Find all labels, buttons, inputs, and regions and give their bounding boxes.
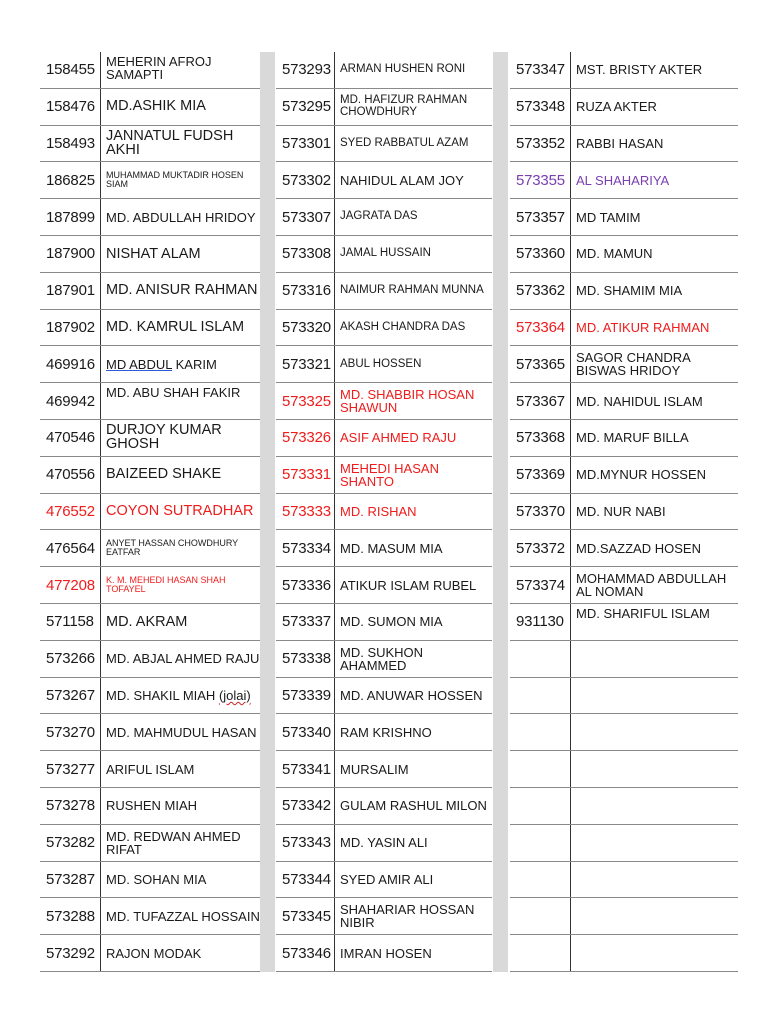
student-name-cell: NAHIDUL ALAM JOY <box>334 162 492 198</box>
student-name-cell: JAMAL HUSSAIN <box>334 236 492 272</box>
spellcheck-underline: MD ABDUL <box>106 356 172 372</box>
student-name-cell: JAGRATA DAS <box>334 199 492 235</box>
student-id-cell <box>510 862 570 898</box>
table-row <box>276 641 492 678</box>
student-name-cell: MD. ABDULLAH HRIDOY <box>100 199 260 235</box>
student-name-cell: AKASH CHANDRA DAS <box>334 310 492 346</box>
student-name-cell: IMRAN HOSEN <box>334 935 492 971</box>
student-name-cell: NAIMUR RAHMAN MUNNA <box>334 273 492 309</box>
student-id-cell: 573307 <box>282 208 331 226</box>
table-row <box>40 420 260 457</box>
student-name-text: MD. SHAKIL MIAH (jolai) <box>106 687 251 703</box>
table-row <box>40 346 260 383</box>
student-id-cell: 573367 <box>516 392 565 410</box>
table-row <box>276 457 492 494</box>
student-id-cell: 187899 <box>46 208 95 226</box>
student-id-cell: 573343 <box>282 834 331 852</box>
student-name-cell: SAGOR CHANDRA BISWAS HRIDOY <box>570 346 738 382</box>
student-id-cell: 573374 <box>516 576 565 594</box>
student-name-cell: AL SHAHARIYA <box>570 162 738 198</box>
student-id-cell: 573295 <box>282 98 331 116</box>
student-id-cell: 573355 <box>516 171 565 189</box>
student-name-cell <box>570 751 738 787</box>
table-row <box>510 641 738 678</box>
table-row <box>276 714 492 751</box>
student-name-cell: MD. RISHAN <box>334 494 492 530</box>
student-name-cell: DURJOY KUMAR GHOSH <box>100 420 260 456</box>
table-row <box>276 678 492 715</box>
student-id-cell: 573325 <box>282 392 331 410</box>
table-row <box>510 52 738 89</box>
student-id-cell: 573282 <box>46 834 95 852</box>
table-row <box>40 678 260 715</box>
column-gutter-2 <box>493 52 508 972</box>
table-row <box>276 530 492 567</box>
student-id-cell: 573362 <box>516 282 565 300</box>
student-name-cell <box>570 935 738 971</box>
table-row <box>510 604 738 641</box>
table-row <box>510 126 738 163</box>
student-name-cell <box>570 678 738 714</box>
student-name-cell: MD. ANUWAR HOSSEN <box>334 678 492 714</box>
table-row <box>40 126 260 163</box>
student-name-cell: GULAM RASHUL MILON <box>334 788 492 824</box>
table-row <box>510 788 738 825</box>
table-row <box>276 788 492 825</box>
student-name-cell: MD. MAHMUDUL HASAN <box>100 714 260 750</box>
student-id-cell: 573370 <box>516 502 565 520</box>
student-name-cell: SHAHARIAR HOSSAN NIBIR <box>334 898 492 934</box>
student-name-cell: RUZA AKTER <box>570 89 738 125</box>
student-id-cell: 573336 <box>282 576 331 594</box>
student-id-cell <box>510 714 570 750</box>
student-name-cell: MEHERIN AFROJ SAMAPTI <box>100 52 260 88</box>
roster-column-3 <box>510 52 738 972</box>
student-id-cell <box>510 788 570 824</box>
student-name-cell: MD. KAMRUL ISLAM <box>100 310 260 346</box>
roster-column-2 <box>276 52 492 972</box>
student-id-cell: 573365 <box>516 355 565 373</box>
student-id-cell: 573339 <box>282 686 331 704</box>
student-id-cell: 573347 <box>516 61 565 79</box>
student-name-cell: JANNATUL FUDSH AKHI <box>100 126 260 162</box>
student-id-cell: 469916 <box>46 355 95 373</box>
student-name-cell: MD. ANISUR RAHMAN <box>100 273 260 309</box>
student-name-cell: MD. SOHAN MIA <box>100 862 260 898</box>
student-name-cell: MD. SHAMIM MIA <box>570 273 738 309</box>
student-name-cell <box>570 641 738 677</box>
table-row <box>40 751 260 788</box>
student-id-cell: 573360 <box>516 245 565 263</box>
student-id-cell: 573352 <box>516 134 565 152</box>
table-row <box>276 89 492 126</box>
table-row <box>510 862 738 899</box>
student-name-cell: MUHAMMAD MUKTADIR HOSEN SIAM <box>100 162 260 198</box>
student-name-cell: MD. ABJAL AHMED RAJU <box>100 641 260 677</box>
student-name-cell: MD. NAHIDUL ISLAM <box>570 383 738 419</box>
table-row <box>510 714 738 751</box>
student-name-cell: MD.MYNUR HOSSEN <box>570 457 738 493</box>
student-id-cell <box>510 935 570 971</box>
student-name-cell: ABUL HOSSEN <box>334 346 492 382</box>
table-row <box>40 199 260 236</box>
student-name-text: MD ABDUL KARIM <box>106 356 217 372</box>
student-id-cell: 573340 <box>282 723 331 741</box>
table-row <box>276 383 492 420</box>
table-row <box>40 567 260 604</box>
student-name-cell: MD. SUKHON AHAMMED <box>334 641 492 677</box>
student-name-cell <box>570 825 738 861</box>
table-row <box>276 935 492 972</box>
student-id-cell: 573345 <box>282 907 331 925</box>
student-name-cell: MST. BRISTY AKTER <box>570 52 738 88</box>
table-row <box>276 310 492 347</box>
student-id-cell: 573293 <box>282 61 331 79</box>
student-name-cell: MD. NUR NABI <box>570 494 738 530</box>
table-row <box>276 898 492 935</box>
student-id-cell: 573334 <box>282 539 331 557</box>
table-row <box>276 273 492 310</box>
student-id-cell: 573342 <box>282 797 331 815</box>
table-row <box>40 162 260 199</box>
table-row <box>40 862 260 899</box>
student-name-cell: MD. HAFIZUR RAHMAN CHOWDHURY <box>334 89 492 125</box>
table-row <box>40 825 260 862</box>
student-name-cell: SYED AMIR ALI <box>334 862 492 898</box>
student-id-cell <box>510 825 570 861</box>
student-name-cell: ATIKUR ISLAM RUBEL <box>334 567 492 603</box>
student-id-cell: 573320 <box>282 318 331 336</box>
table-row <box>510 89 738 126</box>
student-id-cell: 573364 <box>516 318 565 336</box>
table-row <box>510 457 738 494</box>
student-name-cell: MD TAMIM <box>570 199 738 235</box>
table-row <box>40 52 260 89</box>
student-name-cell: K. M. MEHEDI HASAN SHAH TOFAYEL <box>100 567 260 603</box>
table-row <box>510 567 738 604</box>
student-id-cell: 573278 <box>46 797 95 815</box>
table-row <box>40 898 260 935</box>
student-id-cell: 573348 <box>516 98 565 116</box>
table-row <box>510 199 738 236</box>
student-id-cell <box>510 678 570 714</box>
student-name-cell <box>570 898 738 934</box>
student-id-cell: 573277 <box>46 760 95 778</box>
student-name-cell: BAIZEED SHAKE <box>100 457 260 493</box>
student-id-cell: 573369 <box>516 466 565 484</box>
student-id-cell: 470546 <box>46 429 95 447</box>
student-name-cell: NISHAT ALAM <box>100 236 260 272</box>
table-row <box>510 383 738 420</box>
student-id-cell: 469942 <box>46 392 95 410</box>
student-name-cell: MD.ASHIK MIA <box>100 89 260 125</box>
table-row <box>510 898 738 935</box>
column-gutter-1 <box>260 52 275 972</box>
table-row <box>40 236 260 273</box>
student-id-cell: 571158 <box>46 613 94 631</box>
student-id-cell: 573331 <box>282 466 331 484</box>
student-name-cell: MURSALIM <box>334 751 492 787</box>
table-row <box>276 162 492 199</box>
table-row <box>276 567 492 604</box>
student-id-cell: 573287 <box>46 870 95 888</box>
student-id-cell: 573292 <box>46 944 95 962</box>
table-row <box>276 862 492 899</box>
student-id-cell: 573321 <box>282 355 331 373</box>
spellcheck-underline: (jolai) <box>218 687 251 703</box>
student-name-cell: ASIF AHMED RAJU <box>334 420 492 456</box>
student-id-cell: 573344 <box>282 870 331 888</box>
student-name-cell: MOHAMMAD ABDULLAH AL NOMAN <box>570 567 738 603</box>
student-id-cell: 573288 <box>46 907 95 925</box>
table-row <box>276 825 492 862</box>
table-row <box>510 273 738 310</box>
student-name-cell <box>570 862 738 898</box>
student-id-cell: 187900 <box>46 245 95 263</box>
table-row <box>510 530 738 567</box>
student-id-cell: 573341 <box>282 760 331 778</box>
student-name-cell: MD. SUMON MIA <box>334 604 492 640</box>
student-id-cell: 573357 <box>516 208 565 226</box>
student-name-cell: ARMAN HUSHEN RONI <box>334 52 492 88</box>
table-row <box>40 310 260 347</box>
table-row <box>276 126 492 163</box>
student-id-cell: 476564 <box>46 539 95 557</box>
student-id-cell: 573301 <box>282 134 331 152</box>
roster-column-1 <box>40 52 260 972</box>
table-row <box>276 52 492 89</box>
table-row <box>510 494 738 531</box>
student-id-cell: 573308 <box>282 245 331 263</box>
student-id-cell: 573333 <box>282 502 331 520</box>
student-name-cell: MD. ABU SHAH FAKIR <box>100 383 260 419</box>
student-id-cell: 573267 <box>46 686 95 704</box>
student-name-cell: MD. SHARIFUL ISLAM <box>570 604 738 640</box>
student-name-cell <box>570 714 738 750</box>
table-row <box>510 935 738 972</box>
student-name-cell: COYON SUTRADHAR <box>100 494 260 530</box>
table-row <box>276 494 492 531</box>
student-id-cell: 187901 <box>46 282 95 300</box>
student-name-cell: MD. REDWAN AHMED RIFAT <box>100 825 260 861</box>
table-row <box>40 935 260 972</box>
student-name-cell: MD. MASUM MIA <box>334 530 492 566</box>
table-row <box>276 199 492 236</box>
table-row <box>40 530 260 567</box>
student-id-cell: 573302 <box>282 171 331 189</box>
student-name-cell <box>570 788 738 824</box>
student-name-cell: RAM KRISHNO <box>334 714 492 750</box>
student-id-cell: 573326 <box>282 429 331 447</box>
student-name-cell: RAJON MODAK <box>100 935 260 971</box>
student-name-cell: MD. TUFAZZAL HOSSAIN <box>100 898 260 934</box>
table-row <box>276 604 492 641</box>
table-row <box>510 751 738 788</box>
student-id-cell <box>510 898 570 934</box>
student-name-cell: MD. YASIN ALI <box>334 825 492 861</box>
student-id-cell: 470556 <box>46 466 95 484</box>
table-row <box>40 714 260 751</box>
table-row <box>276 346 492 383</box>
student-id-cell: 573316 <box>282 282 331 300</box>
table-row <box>510 420 738 457</box>
table-row <box>40 788 260 825</box>
student-id-cell: 158455 <box>46 61 95 79</box>
student-id-cell: 573346 <box>282 944 331 962</box>
student-name-cell: MD. ATIKUR RAHMAN <box>570 310 738 346</box>
student-name-cell <box>100 346 260 382</box>
table-row <box>510 346 738 383</box>
table-row <box>510 678 738 715</box>
student-id-cell: 573368 <box>516 429 565 447</box>
table-row <box>40 604 260 641</box>
student-id-cell: 573337 <box>282 613 331 631</box>
student-name-cell: RUSHEN MIAH <box>100 788 260 824</box>
table-row <box>40 273 260 310</box>
table-row <box>510 162 738 199</box>
student-id-cell: 158476 <box>46 98 95 116</box>
table-row <box>40 641 260 678</box>
table-row <box>510 825 738 862</box>
student-name-cell: ANYET HASSAN CHOWDHURY EATFAR <box>100 530 260 566</box>
student-name-cell: MD. MAMUN <box>570 236 738 272</box>
student-name-cell <box>100 678 260 714</box>
table-row <box>40 457 260 494</box>
student-id-cell: 187902 <box>46 318 95 336</box>
student-name-cell: MEHEDI HASAN SHANTO <box>334 457 492 493</box>
table-row <box>40 89 260 126</box>
table-row <box>510 310 738 347</box>
student-id-cell: 573372 <box>516 539 565 557</box>
student-id-cell <box>510 641 570 677</box>
student-name-cell: MD. AKRAM <box>100 604 260 640</box>
student-name-cell: RABBI HASAN <box>570 126 738 162</box>
table-row <box>276 420 492 457</box>
student-id-cell: 476552 <box>46 502 95 520</box>
student-name-cell: MD.SAZZAD HOSEN <box>570 530 738 566</box>
student-name-cell: SYED RABBATUL AZAM <box>334 126 492 162</box>
table-row <box>276 236 492 273</box>
student-id-cell: 186825 <box>46 171 95 189</box>
table-row <box>276 751 492 788</box>
student-id-cell: 573338 <box>282 650 331 668</box>
student-name-cell: MD. MARUF BILLA <box>570 420 738 456</box>
table-row <box>510 236 738 273</box>
student-id-cell: 573270 <box>46 723 95 741</box>
student-id-cell: 158493 <box>46 134 95 152</box>
table-row <box>40 383 260 420</box>
student-id-cell: 573266 <box>46 650 95 668</box>
student-id-cell: 477208 <box>46 576 95 594</box>
student-id-cell <box>510 751 570 787</box>
table-row <box>40 494 260 531</box>
student-id-cell: 931130 <box>516 613 564 631</box>
student-name-cell: ARIFUL ISLAM <box>100 751 260 787</box>
student-name-cell: MD. SHABBIR HOSAN SHAWUN <box>334 383 492 419</box>
